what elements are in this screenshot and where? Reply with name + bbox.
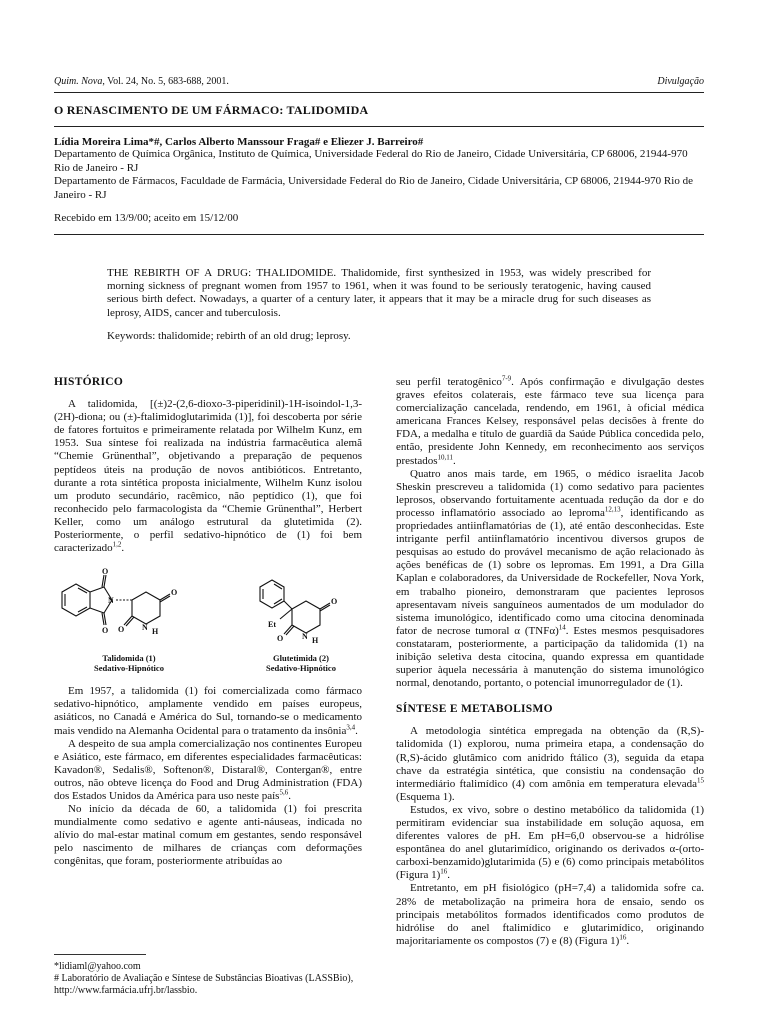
paragraph: seu perfil teratogênico$^{7-9}$. Após confirmação e divulgação destes graves efeitos colaterais, este fármaco teve sua licença para comercialização cancelada, rendendo, em 1961, à oficial médica americana Frances Kelsey, responsável pelas decisões à frente do FDA, a medalha e título de guardiã da Saúde Pública concedida pelo, então, presidente John Kennedy, em reconhecimento aos serviços prestados$^{10,11}$. xyxy=(396,374,704,467)
paragraph-text: (Esquema 1). xyxy=(396,790,455,803)
footnote-email: *lidiaml@yahoo.com xyxy=(54,961,141,972)
journal-volume: , Vol. 24, No. 5, 683-688, 2001. xyxy=(102,76,229,87)
reference-marker: 15 xyxy=(697,776,704,785)
footnote-lab: # Laboratório de Avaliação e Síntese de Substâncias Bioativas (LASSBio), http://www.farmácia.ufrj.br/lassbio. xyxy=(54,973,354,996)
atom-label: H xyxy=(152,627,159,637)
running-header xyxy=(54,76,704,92)
reference-marker: 3,4 xyxy=(346,722,356,731)
keywords: Keywords: thalidomide; rebirth of an old drug; leprosy. xyxy=(107,329,351,342)
paragraph: No início da década de 60, a talidomida (1) foi prescrita mundialmente como sedativo e agente anti-náuseas, indicada no alívio do mal-estar matinal comum em gestantes, sendo responsável pelo nascimento de milhares de crianças com deformações congênitas, que foram, posteriormente atribuídas ao xyxy=(54,803,362,868)
paragraph-text: Quatro anos mais tarde, em 1965, o médico israelita Jacob Sheskin prescreveu a talidomida (1) como sedativo para pacientes leprosos, observando fortuitamente acentuada redução da dor e do processo inflamatório associado ao leproma xyxy=(396,467,704,519)
caption-line: Glutetimida (2) xyxy=(273,653,329,664)
paragraph: Entretanto, em pH fisiológico (pH=7,4) a talidomida sofre ca. 28% de metabolização na primeira hora de ensaio, sendo os principais metabólitos formados identificados como produtos de hidrólise do anel ftalimídico e glutarimídico, originando majoritariamente os compostos (7) e (8) (Figura 1)$^{16}$. xyxy=(396,882,704,947)
affiliation-2: Departamento de Fármacos, Faculdade de Farmácia, Universidade Federal do Rio de Janeiro, Cidade Universitária, CP 68006, 21944-970 Rio de Janeiro - RJ xyxy=(54,175,693,201)
thalidomide-structure xyxy=(62,575,170,626)
title-rule xyxy=(54,126,704,127)
reference-marker: 14 xyxy=(558,623,566,632)
journal-name: Quim. Nova xyxy=(54,76,103,87)
paragraph xyxy=(396,725,704,804)
reference-marker: 10,11 xyxy=(437,452,454,461)
paragraph-text: A talidomida, [(±)2-(2,6-dioxo-3-piperidinil)-1H-isoindol-1,3-(2H)-diona; ou (±)-ftalimidoglutarimida (1)], foi descoberta por série de fatores fortuitos e primeiramente relatada por Wilhelm Kunz, em 1953. Sua síntese foi realizada na indústria farmacêutica alemã “Chemie Grünenthal”, objetivando a preparação de pequenos peptídeos úteis na produção de novos antibióticos. Entretanto, durante a rota sintética proposta inicialmente, Wilhelm Kunz isolou um produto secundário, racêmico, não peptídico (1), que foi reconhecido pelo farmacologista da “Chemie Grünenthal”, Herbert Keller, como um análogo estrutural da glutetimida (2). Posteriormente, o perfil sedativo-hipnótico de (1) foi bem caracterizado xyxy=(54,398,362,555)
atom-label: N xyxy=(142,623,148,633)
reference-marker: 16 xyxy=(440,867,448,876)
atom-label: N xyxy=(302,632,308,642)
atom-label: O xyxy=(102,626,109,636)
paragraph-text: A metodologia sintética empregada na obtenção da (R,S)-talidomida (1) explorou, numa primeira etapa, a condensação do (R,S)-ácido glutâmico com anidrido ftálico (3), seguida da etapa chave da estratégia sintética, que consistiu na condensação do intermediário ftalimídico (4) com amônia em temperatura elevada xyxy=(396,725,704,790)
received-dates: Recebido em 13/9/00; aceito em 15/12/00 xyxy=(54,212,239,224)
abstract: THE REBIRTH OF A DRUG: THALIDOMIDE. Thalidomide, first synthesized in 1953, was widely prescribed for morning sickness of pregnant women from 1957 to 1961, when it was found to be seriously teratogenic, having caused serious birth defect. Nowadays, a quarter of a century later, it appears that it may be a miracle drug for such diseases as leprosy, AIDS, cancer and tuberculosis. xyxy=(107,267,651,319)
received-rule xyxy=(54,234,704,235)
atom-label: Et xyxy=(268,620,276,630)
journal-citation xyxy=(54,76,229,92)
reference-marker: 12,13 xyxy=(604,505,621,514)
footnote-rule xyxy=(54,954,146,955)
article-title: O RENASCIMENTO DE UM FÁRMACO: TALIDOMIDA xyxy=(54,103,369,117)
caption-talidomida xyxy=(74,653,184,673)
atom-label: O xyxy=(102,567,109,577)
caption-line: Talidomida (1) xyxy=(102,653,156,664)
paragraph-text: . Após confirmação e divulgação destes graves efeitos colaterais, este fármaco teve sua licença para comercialização cancelada, rendendo, em 1961, à oficial médica americana Frances Kelsey, responsável pelas decisões à frente do FDA, a medalha e título de guardiã da Saúde Pública concedida pelo, então, presidente John Kennedy, em reconhecimento aos serviços prestados xyxy=(396,376,704,467)
section-label: Divulgação xyxy=(657,76,704,87)
author-list: Lídia Moreira Lima*#, Carlos Alberto Manssour Fraga# e Eliezer J. Barreiro# xyxy=(54,136,424,148)
right-column xyxy=(396,376,704,948)
left-column xyxy=(54,376,362,948)
atom-label: N xyxy=(108,596,114,606)
atom-label: O xyxy=(331,597,338,607)
section-heading-historico: HISTÓRICO xyxy=(54,376,124,388)
paragraph-text: Em 1957, a talidomida (1) foi comercializada como fármaco sedativo-hipnótico, amplamente vendido em países europeus, asiáticos, no Canadá e América do Sul, tornando-se o medicamento mais vendido na Alemanha Ocidental para o tratamento da insônia xyxy=(54,685,362,737)
paragraph: A despeito de sua ampla comercialização nos continentes Europeu e Asiático, este fármaco, em diferentes especialidades farmacêuticas: Kavadon®, Sedalis®, Softenon®, Distaral®, Contergan®, entre outros, não obteve licença do Food and Drug Administration (FDA) dos Estados Unidos da América para uso neste país$^{5,6}$. xyxy=(54,737,362,802)
reference-marker: 16 xyxy=(619,933,627,942)
reference-marker: 7-9 xyxy=(501,374,512,383)
paragraph xyxy=(396,468,704,691)
atom-label: O xyxy=(277,634,284,644)
paragraph-text: seu perfil teratogênico xyxy=(396,376,502,388)
reference-marker: 1,2 xyxy=(112,540,122,549)
paragraph-text: , identificando as propriedades antiinflamatórias de (1), até então desconhecidas. Este intrigante perfil antiinflamatório incentivou diversos grupos de pesquisas ao estudo do provável mecanismo de ação relacionado às ações benéficas de (1) sobre os lepromas. Em 1991, a Dra Gilla Kaplan e colaboradores, da Universidade de Rockefeller, Nova York, em trabalho pioneiro, demonstraram que pacientes leprosos apresentavam níveis sanguíneos aumentados de um modulador do sistema imunológico, identificado como uma citocina denominada fator de necrose tumoral α (TNFα) xyxy=(396,506,704,637)
atom-label: H xyxy=(312,636,319,646)
paragraph-text: A despeito de sua ampla comercialização nos continentes Europeu e Asiático, este fármaco, em diferentes especialidades farmacêuticas: Kavadon®, Sedalis®, Softenon®, Distaral®, Contergan®, entre outros, não obteve licença do Food and Drug Administration (FDA) dos Estados Unidos da América para uso neste país xyxy=(54,737,362,802)
caption-line: Sedativo-Hipnótico xyxy=(266,663,336,674)
caption-line: Sedativo-Hipnótico xyxy=(94,663,164,674)
reference-marker: 5,6 xyxy=(279,788,289,797)
paragraph: Em 1957, a talidomida (1) foi comercializada como fármaco sedativo-hipnótico, amplamente vendido em países europeus, asiáticos, no Canadá e América do Sul, tornando-se o medicamento mais vendido na Alemanha Ocidental para o tratamento da insônia$^{3,4}$. xyxy=(54,685,362,737)
paragraph-text: Entretanto, em pH fisiológico (pH=7,4) a talidomida sofre ca. 28% de metabolização na primeira hora de ensaio, sendo os principais metabólitos formados identificados como produtos de hidrólise do anel ftalimídico e glutarimídico, originando majoritariamente os compostos (7) e (8) (Figura 1) xyxy=(396,882,704,947)
atom-label: O xyxy=(171,588,178,598)
paragraph-text: Estudos, ex vivo, sobre o destino metabólico da talidomida (1) permitiram evidenciar sua instabilidade em solução aquosa, em diferentes valores de pH. Em pH=6,0 observou-se a hidrólise espontânea do anel glutarimídico, originando os derivados α-(orto-carboxi-benzamido)glutarimida (5) e (6) como principais metabólitos (Figura 1) xyxy=(396,803,704,882)
paragraph: A talidomida, [(±)2-(2,6-dioxo-3-piperidinil)-1H-isoindol-1,3-(2H)-diona; ou (±)-ftalimidoglutarimida (1)], foi descoberta por série de fatores fortuitos e primeiramente relatada por Wilhelm Kunz, em 1953. Sua síntese foi realizada na indústria farmacêutica alemã “Chemie Grünenthal”, objetivando a preparação de pequenos peptídeos úteis na produção de novos antibióticos. Entretanto, durante a rota sintética proposta inicialmente, Wilhelm Kunz isolou um produto secundário, racêmico, não peptídico (1), que foi reconhecido pelo farmacologista da “Chemie Grünenthal”, Herbert Keller, como um análogo estrutural da glutetimida (2). Posteriormente, o perfil sedativo-hipnótico de (1) foi bem caracterizado$^{1,2}$. xyxy=(54,398,362,555)
header-rule xyxy=(54,92,704,93)
caption-glutetimida xyxy=(246,653,356,673)
affiliation-1: Departamento de Química Orgânica, Instituto de Química, Universidade Federal do Rio de Janeiro, Cidade Universitária, CP 68006, 21944-970 Rio de Janeiro - RJ xyxy=(54,148,688,174)
section-heading-sintese: SÍNTESE E METABOLISMO xyxy=(396,703,553,716)
body-columns xyxy=(54,376,704,948)
paragraph: Estudos, ex vivo, sobre o destino metabólico da talidomida (1) permitiram evidenciar sua instabilidade em solução aquosa, em diferentes valores de pH. Em pH=6,0 observou-se a hidrólise espontânea do anel glutarimídico, originando os derivados α-(orto-carboxi-benzamido)glutarimida (5) e (6) como principais metabólitos (Figura 1)$^{16}$. xyxy=(396,803,704,882)
atom-label: O xyxy=(118,625,125,635)
footnotes xyxy=(54,954,362,997)
paragraph-text: . Estes mesmos pesquisadores constataram, posteriormente, a participação da talidomida (1) na inibição seletiva desta citocina, quando expressa em quantidade superior àquela necessária à manutenção do sistema imunológico normal, denotando, portanto, o potencial imunorregulador de (1). xyxy=(396,624,705,690)
structures-figure xyxy=(54,567,362,679)
